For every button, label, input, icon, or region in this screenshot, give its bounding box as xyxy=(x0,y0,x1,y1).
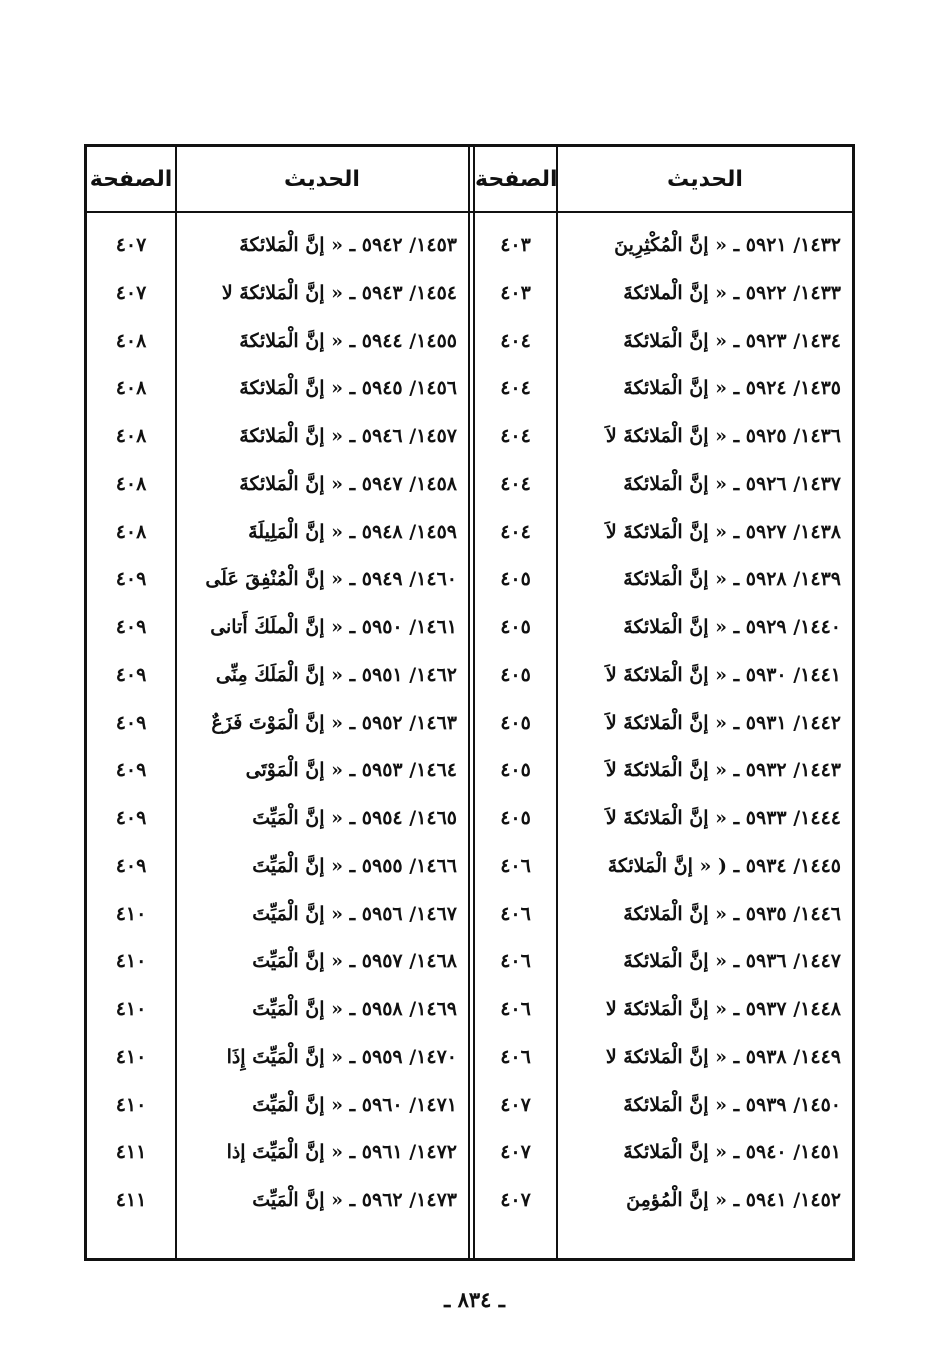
left-page-number: ٤٠٩ xyxy=(115,568,147,590)
right-page-number: ٤٠٣ xyxy=(500,282,531,304)
right-page-number: ٤٠٤ xyxy=(500,425,531,447)
header-page-left: الصفحة xyxy=(89,167,173,192)
header-hadith-right: الحديث xyxy=(667,167,743,192)
left-hadith-entry: ١٤٦٩/ ٥٩٥٨ ـ « إنَّ الْمَيِّتَ xyxy=(252,998,457,1020)
left-page-number: ٤٠٩ xyxy=(115,855,147,877)
left-page-number: ٤١٠ xyxy=(115,950,147,972)
left-page-number: ٤٠٨ xyxy=(115,330,147,352)
right-page-number: ٤٠٦ xyxy=(500,950,531,972)
right-hadith-entry: ١٤٤٠/ ٥٩٢٩ ـ « إنَّ الْمَلائكةَ xyxy=(623,616,841,638)
right-hadith-entry: ١٤٤٧/ ٥٩٣٦ ـ « إنَّ الْمَلائكةَ xyxy=(623,950,841,972)
right-hadith-entry: ١٤٤٦/ ٥٩٣٥ ـ « إنَّ الْمَلائكةَ xyxy=(623,903,841,925)
left-page-number: ٤١١ xyxy=(115,1189,147,1211)
right-hadith-entry: ١٤٥٠/ ٥٩٣٩ ـ « إنَّ الْمَلائكةَ xyxy=(623,1094,841,1116)
left-hadith-entry: ١٤٦٨/ ٥٩٥٧ ـ « إنَّ الْمَيِّتَ xyxy=(252,950,457,972)
right-page-number: ٤٠٧ xyxy=(500,1094,531,1116)
right-page-number: ٤٠٦ xyxy=(500,998,531,1020)
left-hadith-entry: ١٤٦٣/ ٥٩٥٢ ـ « إنَّ الْمَوْتَ فَزَعٌ xyxy=(211,712,457,734)
header-hadith-left: الحديث xyxy=(284,167,360,192)
left-hadith-entry: ١٤٧٣/ ٥٩٦٢ ـ « إنَّ الْمَيِّتَ xyxy=(252,1189,457,1211)
right-page-number: ٤٠٦ xyxy=(500,855,531,877)
index-table xyxy=(84,144,855,1261)
left-page-number: ٤٠٧ xyxy=(115,234,147,256)
right-hadith-entry: ١٤٤٣/ ٥٩٣٢ ـ « إنَّ الْمَلائكةَ لاَ xyxy=(605,759,841,781)
column-double-divider xyxy=(468,147,475,1258)
left-hadith-entry: ١٤٥٣/ ٥٩٤٢ ـ « إنَّ الْمَلائكةَ xyxy=(239,234,457,256)
left-page-number: ٤٠٧ xyxy=(115,282,147,304)
right-page-number: ٤٠٧ xyxy=(500,1141,531,1163)
left-hadith-entry: ١٤٦٦/ ٥٩٥٥ ـ « إنَّ الْمَيِّتَ xyxy=(252,855,457,877)
right-page-number: ٤٠٥ xyxy=(500,712,531,734)
left-page-number: ٤١٠ xyxy=(115,1094,147,1116)
right-hadith-entry: ١٤٤٨/ ٥٩٣٧ ـ « إنَّ الْمَلائكةَ لا xyxy=(605,998,841,1020)
left-hadith-entry: ١٤٦١/ ٥٩٥٠ ـ « إنَّ الْملَكَ أَتانى xyxy=(210,616,457,638)
right-hadith-entry: ١٤٤٩/ ٥٩٣٨ ـ « إنَّ الْمَلائكةَ لا xyxy=(605,1046,841,1068)
left-hadith-entry: ١٤٧٢/ ٥٩٦١ ـ « إنَّ الْمَيِّتَ إذا xyxy=(226,1141,457,1163)
right-page-number: ٤٠٤ xyxy=(500,521,531,543)
right-hadith-entry: ١٤٣٢/ ٥٩٢١ ـ « إنَّ الْمُكْثِرِينَ xyxy=(614,234,841,256)
right-page-number: ٤٠٥ xyxy=(500,568,531,590)
right-hadith-entry: ١٤٥١/ ٥٩٤٠ ـ « إنَّ الْمَلائكةَ xyxy=(623,1141,841,1163)
right-page-number: ٤٠٣ xyxy=(500,234,531,256)
left-page-number: ٤٠٩ xyxy=(115,664,147,686)
left-page-number: ٤١٠ xyxy=(115,998,147,1020)
left-hadith-entry: ١٤٥٩/ ٥٩٤٨ ـ « إنَّ الْمَلِيلَةَ xyxy=(248,521,457,543)
right-page-number: ٤٠٥ xyxy=(500,759,531,781)
left-hadith-entry: ١٤٥٤/ ٥٩٤٣ ـ « إنَّ الْمَلائكةَ لا xyxy=(221,282,457,304)
right-hadith-entry: ١٤٥٢/ ٥٩٤١ ـ « إنَّ الْمُؤمِنَ xyxy=(626,1189,841,1211)
left-page-number: ٤٠٩ xyxy=(115,616,147,638)
right-page-number: ٤٠٤ xyxy=(500,330,531,352)
column-divider xyxy=(175,147,177,1258)
left-hadith-entry: ١٤٥٦/ ٥٩٤٥ ـ « إنَّ الْمَلائكةَ xyxy=(239,377,457,399)
left-hadith-entry: ١٤٥٨/ ٥٩٤٧ ـ « إنَّ الْمَلائكةَ xyxy=(239,473,457,495)
left-hadith-entry: ١٤٦٠/ ٥٩٤٩ ـ « إنَّ الْمُنْفِقَ عَلَى xyxy=(205,568,457,590)
right-hadith-entry: ١٤٣٧/ ٥٩٢٦ ـ « إنَّ الْمَلائكةَ xyxy=(623,473,841,495)
right-hadith-entry: ١٤٤١/ ٥٩٣٠ ـ « إنَّ الْمَلائكةَ لاَ xyxy=(605,664,841,686)
right-page-number: ٤٠٤ xyxy=(500,377,531,399)
left-page-number: ٤٠٨ xyxy=(115,473,147,495)
column-divider xyxy=(556,147,558,1258)
right-page-number: ٤٠٥ xyxy=(500,664,531,686)
right-page-number: ٤٠٥ xyxy=(500,807,531,829)
left-hadith-entry: ١٤٦٥/ ٥٩٥٤ ـ « إنَّ الْمَيِّتَ xyxy=(252,807,457,829)
right-page-number: ٤٠٧ xyxy=(500,1189,531,1211)
right-hadith-entry: ١٤٣٣/ ٥٩٢٢ ـ « إنَّ الْملائكةَ xyxy=(623,282,841,304)
header-page-right: الصفحة xyxy=(475,167,558,192)
right-hadith-entry: ١٤٣٦/ ٥٩٢٥ ـ « إنَّ الْمَلائكةَ لاَ xyxy=(605,425,841,447)
page-number: ـ ٨٣٤ ـ xyxy=(444,1287,505,1312)
right-page-number: ٤٠٤ xyxy=(500,473,531,495)
left-hadith-entry: ١٤٦٧/ ٥٩٥٦ ـ « إنَّ الْمَيِّتَ xyxy=(252,903,457,925)
right-hadith-entry: ١٤٣٩/ ٥٩٢٨ ـ « إنَّ الْمَلائكةَ xyxy=(623,568,841,590)
left-hadith-entry: ١٤٦٢/ ٥٩٥١ ـ « إنَّ الْمَلَكَ مِنِّى xyxy=(215,664,457,686)
left-hadith-entry: ١٤٦٤/ ٥٩٥٣ ـ « إنَّ الْمَوْتَى xyxy=(245,759,457,781)
left-hadith-entry: ١٤٥٥/ ٥٩٤٤ ـ « إنَّ الْمَلائكةَ xyxy=(239,330,457,352)
left-page-number: ٤١٠ xyxy=(115,903,147,925)
left-page-number: ٤٠٨ xyxy=(115,425,147,447)
right-page-number: ٤٠٥ xyxy=(500,616,531,638)
left-hadith-entry: ١٤٥٧/ ٥٩٤٦ ـ « إنَّ الْمَلائكةَ xyxy=(239,425,457,447)
right-hadith-entry: ١٤٤٢/ ٥٩٣١ ـ « إنَّ الْمَلائكةَ لاَ xyxy=(605,712,841,734)
right-hadith-entry: ١٤٤٤/ ٥٩٣٣ ـ « إنَّ الْمَلائكةَ لاَ xyxy=(605,807,841,829)
left-page-number: ٤٠٩ xyxy=(115,712,147,734)
left-page-number: ٤١٠ xyxy=(115,1046,147,1068)
right-page-number: ٤٠٦ xyxy=(500,903,531,925)
right-hadith-entry: ١٤٣٤/ ٥٩٢٣ ـ « إنَّ الْمَلائكةَ xyxy=(623,330,841,352)
right-hadith-entry: ١٤٣٥/ ٥٩٢٤ ـ « إنَّ الْمَلائكةَ xyxy=(623,377,841,399)
left-hadith-entry: ١٤٧٠/ ٥٩٥٩ ـ « إنَّ الْمَيِّتَ إِذَا xyxy=(226,1046,457,1068)
left-page-number: ٤٠٨ xyxy=(115,377,147,399)
right-hadith-entry: ١٤٣٨/ ٥٩٢٧ ـ « إنَّ الْمَلائكةَ لاَ xyxy=(605,521,841,543)
right-hadith-entry: ١٤٤٥/ ٥٩٣٤ ـ ( « إنَّ الْمَلائكةَ xyxy=(607,855,841,877)
left-page-number: ٤٠٩ xyxy=(115,807,147,829)
left-hadith-entry: ١٤٧١/ ٥٩٦٠ ـ « إنَّ الْمَيِّتَ xyxy=(252,1094,457,1116)
left-page-number: ٤٠٩ xyxy=(115,759,147,781)
left-page-number: ٤٠٨ xyxy=(115,521,147,543)
left-page-number: ٤١١ xyxy=(115,1141,147,1163)
right-page-number: ٤٠٦ xyxy=(500,1046,531,1068)
